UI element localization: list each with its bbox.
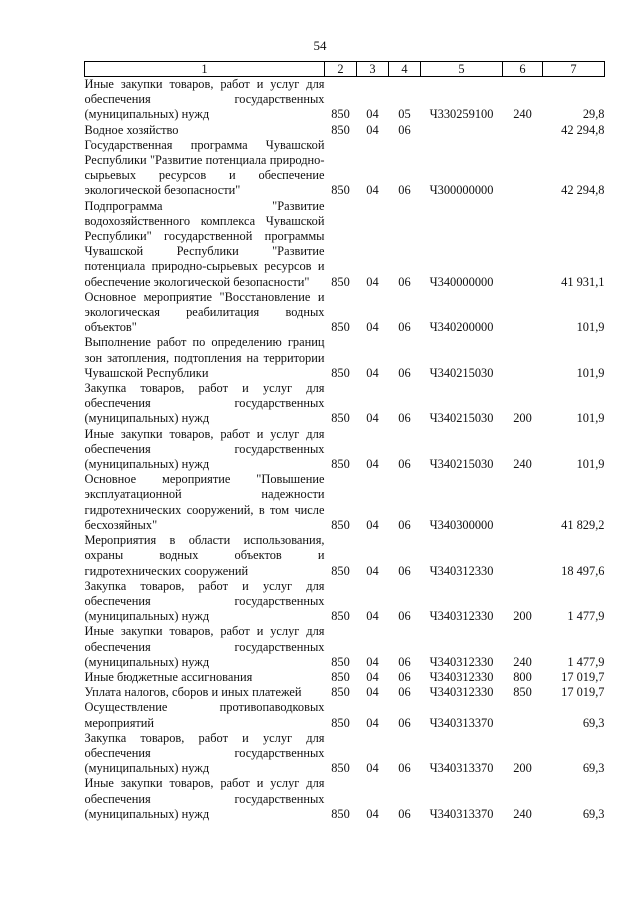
row-amount: 42 294,8: [561, 183, 605, 198]
row-description: Иные закупки товаров, работ и услуг для обеспечения государственных (муниципальных) нужд: [84, 776, 325, 821]
table-row: [85, 533, 605, 579]
table-row: [85, 290, 605, 336]
row-description: Основное мероприятие "Повышение эксплуатационной надежности гидротехнических сооружений, в том числе бесхозяйных": [84, 472, 325, 532]
column-header-2: 2: [325, 62, 357, 77]
row-code-target-article: Ч330259100: [429, 107, 494, 122]
row-code-section: 04: [366, 685, 379, 700]
row-code-subsection: 06: [398, 685, 411, 700]
row-amount: 1 477,9: [567, 654, 605, 669]
table-row: [85, 731, 605, 777]
row-amount: 101,9: [576, 457, 605, 472]
row-description: Закупка товаров, работ и услуг для обеспечения государственных (муниципальных) нужд: [84, 578, 325, 624]
row-amount: 69,3: [582, 715, 605, 730]
row-code-expense-type: 240: [513, 107, 532, 122]
row-code-section: 04: [366, 320, 379, 335]
row-amount: 41 931,1: [561, 274, 605, 289]
row-code-subsection: 06: [398, 122, 411, 137]
row-amount: 1 477,9: [567, 609, 605, 624]
row-amount: 17 019,7: [561, 669, 605, 684]
row-code-subsection: 06: [398, 320, 411, 335]
row-code-expense-type: [503, 290, 543, 336]
row-code-target-article: Ч340000000: [429, 274, 494, 289]
row-description: Государственная программа Чувашской Республики "Развитие потенциала природно-сырьевых ресурсов и обеспечение экологической безопасности": [84, 137, 325, 198]
row-code-subsection: 06: [398, 761, 411, 776]
row-amount: 101,9: [576, 411, 605, 426]
row-description: Выполнение работ по определению границ зон затопления, подтопления на территории Чувашской Республики: [84, 335, 325, 380]
row-code-target-article: Ч340313370: [429, 806, 494, 821]
row-code-target-article: Ч340312330: [429, 669, 494, 684]
row-code-ministry: 850: [331, 320, 350, 335]
row-code-section: 04: [366, 761, 379, 776]
row-code-expense-type: 240: [513, 457, 532, 472]
row-amount: 101,9: [576, 320, 605, 335]
row-code-expense-type: 240: [513, 654, 532, 669]
row-code-target-article: Ч340300000: [429, 517, 494, 532]
row-code-section: 04: [366, 122, 379, 137]
row-code-section: 04: [366, 183, 379, 198]
table-row: [85, 77, 605, 123]
row-code-section: 04: [366, 457, 379, 472]
row-code-expense-type: [503, 472, 543, 533]
row-code-subsection: 06: [398, 563, 411, 578]
table-row: [85, 700, 605, 730]
table-row: [85, 579, 605, 625]
row-code-section: 04: [366, 107, 379, 122]
row-code-target-article: Ч300000000: [429, 183, 494, 198]
row-code-subsection: 06: [398, 411, 411, 426]
row-code-ministry: 850: [331, 122, 350, 137]
row-code-section: 04: [366, 609, 379, 624]
row-amount: 18 497,6: [561, 563, 605, 578]
row-code-target-article: Ч340215030: [429, 457, 494, 472]
row-code-section: 04: [366, 715, 379, 730]
row-description: Подпрограмма "Развитие водохозяйственного комплекса Чувашской Республики" государственной программы Чувашской Республики "Развитие потенциала природно-сырьевых ресурсов и обеспечение экологической безопасности": [84, 198, 325, 289]
row-code-ministry: 850: [331, 457, 350, 472]
row-code-ministry: 850: [331, 761, 350, 776]
table-row: [85, 472, 605, 533]
row-code-subsection: 06: [398, 274, 411, 289]
row-description: Иные закупки товаров, работ и услуг для обеспечения государственных (муниципальных) нужд: [84, 624, 325, 669]
row-code-section: 04: [366, 411, 379, 426]
table-header-row: [85, 62, 605, 77]
row-code-expense-type: [503, 533, 543, 579]
row-code-subsection: 06: [398, 457, 411, 472]
row-description: Уплата налогов, сборов и иных платежей: [84, 685, 302, 700]
row-code-expense-type: [503, 123, 543, 138]
table-row: [85, 427, 605, 473]
row-code-ministry: 850: [331, 411, 350, 426]
row-amount: 17 019,7: [561, 685, 605, 700]
row-description: Иные закупки товаров, работ и услуг для обеспечения государственных (муниципальных) нужд: [84, 77, 325, 122]
row-code-expense-type: [503, 335, 543, 381]
row-code-section: 04: [366, 365, 379, 380]
row-amount: 69,3: [582, 806, 605, 821]
row-code-target-article: Ч340215030: [429, 365, 494, 380]
row-code-target-article: Ч340215030: [429, 411, 494, 426]
column-header-7: 7: [543, 62, 605, 77]
row-code-ministry: 850: [331, 806, 350, 821]
row-description: Закупка товаров, работ и услуг для обеспечения государственных (муниципальных) нужд: [84, 730, 325, 776]
row-code-target-article: Ч340200000: [429, 320, 494, 335]
table-row: [85, 123, 605, 138]
column-header-5: 5: [421, 62, 503, 77]
row-code-section: 04: [366, 517, 379, 532]
row-code-ministry: 850: [331, 274, 350, 289]
table-row: [85, 685, 605, 700]
row-code-ministry: 850: [331, 654, 350, 669]
row-code-target-article: [421, 123, 503, 138]
row-description: Осуществление противопаводковых мероприятий: [84, 700, 325, 730]
row-description: Мероприятия в области использования, охраны водных объектов и гидротехнических сооружений: [84, 533, 325, 578]
table-row: [85, 381, 605, 427]
row-code-expense-type: 850: [513, 685, 532, 700]
row-code-target-article: Ч340313370: [429, 761, 494, 776]
row-code-subsection: 06: [398, 669, 411, 684]
table-row: [85, 138, 605, 199]
table-row: [85, 624, 605, 670]
row-description: Закупка товаров, работ и услуг для обеспечения государственных (муниципальных) нужд: [84, 381, 325, 426]
row-code-ministry: 850: [331, 563, 350, 578]
row-code-section: 04: [366, 274, 379, 289]
row-code-ministry: 850: [331, 107, 350, 122]
row-code-expense-type: 200: [513, 411, 532, 426]
row-description: Иные бюджетные ассигнования: [84, 669, 253, 684]
column-header-6: 6: [503, 62, 543, 77]
table-row: [85, 199, 605, 290]
table-row: [85, 776, 605, 822]
table-row: [85, 670, 605, 685]
row-code-expense-type: 200: [513, 761, 532, 776]
row-code-target-article: Ч340312330: [429, 563, 494, 578]
page-number: 54: [313, 38, 327, 53]
row-code-subsection: 06: [398, 609, 411, 624]
row-amount: 69,3: [582, 761, 605, 776]
row-code-ministry: 850: [331, 685, 350, 700]
row-code-subsection: 06: [398, 654, 411, 669]
table-row: [85, 335, 605, 381]
row-code-expense-type: [503, 700, 543, 730]
row-code-target-article: Ч340312330: [429, 685, 494, 700]
row-code-subsection: 06: [398, 365, 411, 380]
row-code-ministry: 850: [331, 669, 350, 684]
row-code-expense-type: 200: [513, 609, 532, 624]
row-amount: 41 829,2: [561, 517, 605, 532]
row-code-ministry: 850: [331, 517, 350, 532]
row-code-subsection: 06: [398, 715, 411, 730]
row-code-expense-type: 240: [513, 806, 532, 821]
column-header-3: 3: [357, 62, 389, 77]
row-code-ministry: 850: [331, 715, 350, 730]
row-code-subsection: 05: [398, 107, 411, 122]
row-code-target-article: Ч340312330: [429, 609, 494, 624]
column-header-1: 1: [85, 62, 325, 77]
row-description: Основное мероприятие "Восстановление и экологическая реабилитация водных объектов": [84, 289, 325, 335]
row-code-section: 04: [366, 654, 379, 669]
row-code-section: 04: [366, 563, 379, 578]
row-amount: 42 294,8: [561, 122, 605, 137]
row-code-subsection: 06: [398, 183, 411, 198]
row-amount: 29,8: [582, 107, 605, 122]
row-code-section: 04: [366, 806, 379, 821]
row-code-expense-type: [503, 199, 543, 290]
row-code-expense-type: [503, 138, 543, 199]
row-code-section: 04: [366, 669, 379, 684]
row-code-subsection: 06: [398, 517, 411, 532]
row-description: Иные закупки товаров, работ и услуг для обеспечения государственных (муниципальных) нужд: [84, 426, 325, 472]
row-code-ministry: 850: [331, 183, 350, 198]
row-code-expense-type: 800: [513, 669, 532, 684]
row-code-subsection: 06: [398, 806, 411, 821]
row-amount: 101,9: [576, 365, 605, 380]
budget-table: [84, 61, 605, 822]
row-code-ministry: 850: [331, 365, 350, 380]
column-header-4: 4: [389, 62, 421, 77]
row-description: Водное хозяйство: [84, 122, 179, 137]
row-code-target-article: Ч340313370: [429, 715, 494, 730]
row-code-ministry: 850: [331, 609, 350, 624]
row-code-target-article: Ч340312330: [429, 654, 494, 669]
